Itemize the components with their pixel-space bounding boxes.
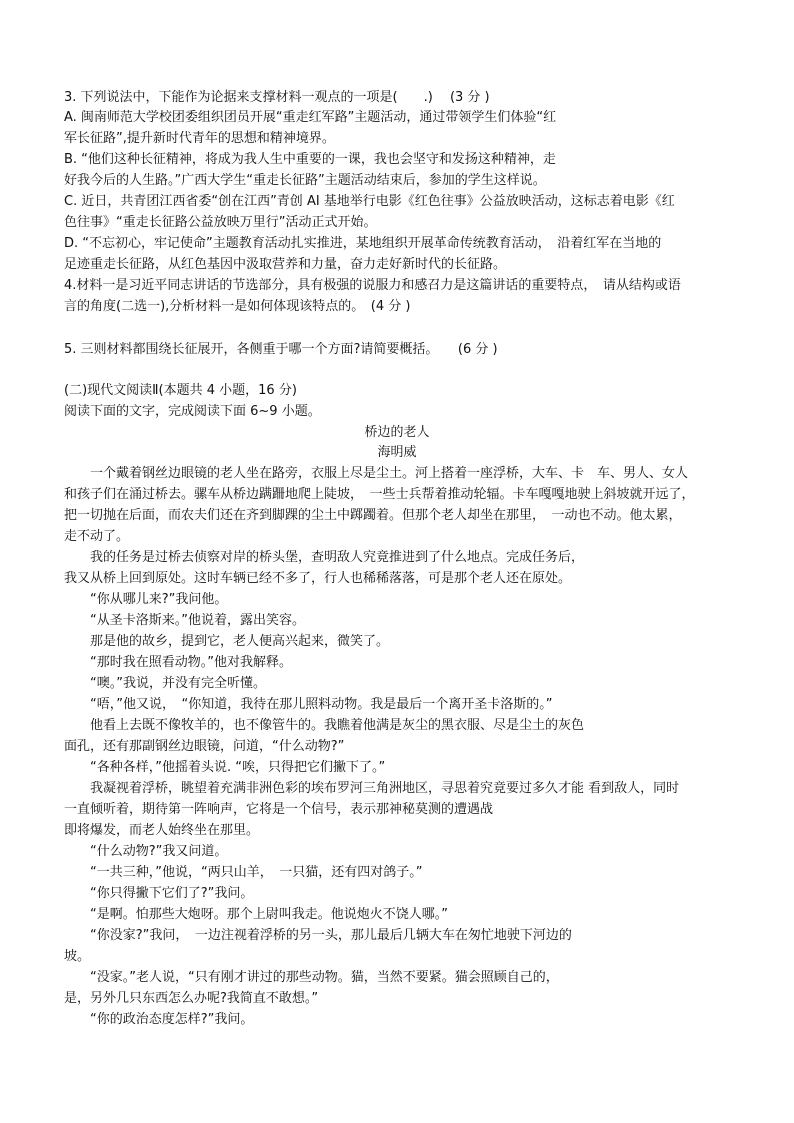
- q3-stem: 3. 下列说法中，下能作为论据来支撑材料一观点的一项是( .) (3 分 ): [64, 90, 490, 105]
- story-line: 坡。: [64, 949, 91, 964]
- story-line: 我凝视着浮桥，眺望着充满非洲色彩的埃布罗河三角洲地区，寻思着究竟要过多久才能 看到敌人，同时: [64, 781, 680, 796]
- q3-option-c-line1: C. 近日，共青团江西省委“创在江西”青创 AI 基地举行电影《红色往事》公益放映活动，这标志着电影《红: [64, 194, 675, 209]
- story-line: “唔，”他又说， “你知道，我待在那儿照料动物。我是最后一个离开圣卡洛斯的。”: [64, 697, 553, 712]
- q3-option-a-line2: 军长征路”,提升新时代青年的思想和精神境界。: [64, 131, 335, 146]
- story-line: “各种各样，”他摇着头说. “唉，只得把它们撇下了。”: [64, 760, 386, 775]
- story-line: 走不动了。: [64, 529, 130, 544]
- story-line: “没家。”老人说，“只有刚才讲过的那些动物。猫，当然不要紧。猫会照顾自己的，: [64, 970, 559, 985]
- q5-line1: 5. 三则材料都围绕长征展开，各侧重于哪一个方面?请简要概括。 (6 分 ): [64, 342, 498, 357]
- section2-heading: (二)现代文阅读Ⅱ(本题共 4 小题，16 分): [64, 383, 297, 398]
- story-line: 那是他的故乡，提到它，老人便高兴起来，微笑了。: [64, 634, 390, 649]
- q3-option-b-line2: 好我今后的人生路。”广西大学生“重走长征路”主题活动结束后，参加的学生这样说。: [64, 173, 546, 188]
- q3-option-b-line1: B. “他们这种长征精神，将成为我人生中重要的一课，我也会坚守和发扬这种精神，走: [64, 152, 556, 167]
- story-line: 我又从桥上回到原处。这时车辆已经不多了，行人也稀稀落落，可是那个老人还在原处。: [64, 571, 572, 586]
- story-line: 把一切抛在后面，而农夫们还在齐到脚踝的尘土中踯躅着。但那个老人却坐在那里， 一动也不动。他太累，: [64, 508, 682, 523]
- story-author: 海明威: [377, 445, 417, 460]
- q3-option-d-line2: 足迹重走长征路，从红色基因中汲取营养和力量，奋力走好新时代的长征路。: [64, 257, 507, 272]
- story-line: 他看上去既不像牧羊的，也不像管牛的。我瞧着他满是灰尘的黑衣服、尽是尘土的灰色: [64, 718, 585, 733]
- story-line: “那时我在照看动物。”他对我解释。: [64, 655, 292, 670]
- q4-line2: 言的角度(二选一),分析材料一是如何体现该特点的。 (4 分 ): [64, 299, 411, 314]
- story-line: “你没家?”我问， 一边注视着浮桥的另一头，那儿最后几辆大车在匆忙地驶下河边的: [64, 928, 572, 943]
- story-line: “噢。”我说，并没有完全听懂。: [64, 676, 266, 691]
- story-line: “一共三种，”他说，“两只山羊， 一只猫，还有四对鸽子。”: [64, 865, 423, 880]
- story-line: “你的政治态度怎样?”我问。: [64, 1012, 254, 1027]
- story-line: 是，另外几只东西怎么办呢?我简直不敢想。”: [64, 991, 319, 1006]
- story-line: 一直倾听着，期待第一阵响声，它将是一个信号，表示那神秘莫测的遭遇战: [64, 802, 494, 817]
- q4-line1: 4.材料一是习近平同志讲话的节选部分，具有极强的说服力和感召力是这篇讲话的重要特点， 请从结构或语: [64, 278, 681, 293]
- story-title: 桥边的老人: [364, 425, 430, 440]
- q3-option-a-line1: A. 闽南师范大学校团委组织团员开展“重走红军路”主题活动，通过带领学生们体验“红: [64, 110, 557, 125]
- q3-option-d-line1: D. “不忘初心，牢记使命”主题教育活动扎实推进，某地组织开展革命传统教育活动， 沿着红军在当地的: [64, 236, 662, 251]
- story-line: “你只得撇下它们了?”我问。: [64, 886, 254, 901]
- story-line: 我的任务是过桥去侦察对岸的桥头堡，查明敌人究竟推进到了什么地点。完成任务后，: [64, 550, 585, 565]
- story-line: “从圣卡洛斯来。”他说着，露出笑容。: [64, 613, 305, 628]
- q3-option-c-line2: 色往事》“重走长征路公益放映万里行”活动正式开始。: [64, 215, 377, 230]
- story-line: “你从哪儿来?”我问他。: [64, 592, 228, 607]
- story-line: 和孩子们在涌过桥去。骡车从桥边蹒跚地爬上陡坡， 一些士兵帮着推动轮辐。卡车嘎嘎地驶上斜坡就开远了，: [64, 487, 695, 502]
- story-line: 面孔，还有那副钢丝边眼镜，问道，“什么动物?”: [64, 739, 345, 754]
- story-line: “是啊。怕那些大炮呀。那个上尉叫我走。他说炮火不饶人哪。”: [64, 907, 448, 922]
- section2-instruction: 阅读下面的文字，完成阅读下面 6~9 小题。: [64, 404, 321, 419]
- story-line: 一个戴着钢丝边眼镜的老人坐在路旁，衣服上尽是尘土。河上搭着一座浮桥，大车、卡 车、男人、女人: [64, 466, 689, 481]
- story-line: “什么动物?”我又问道。: [64, 844, 228, 859]
- story-line: 即将爆发，而老人始终坐在那里。: [64, 823, 260, 838]
